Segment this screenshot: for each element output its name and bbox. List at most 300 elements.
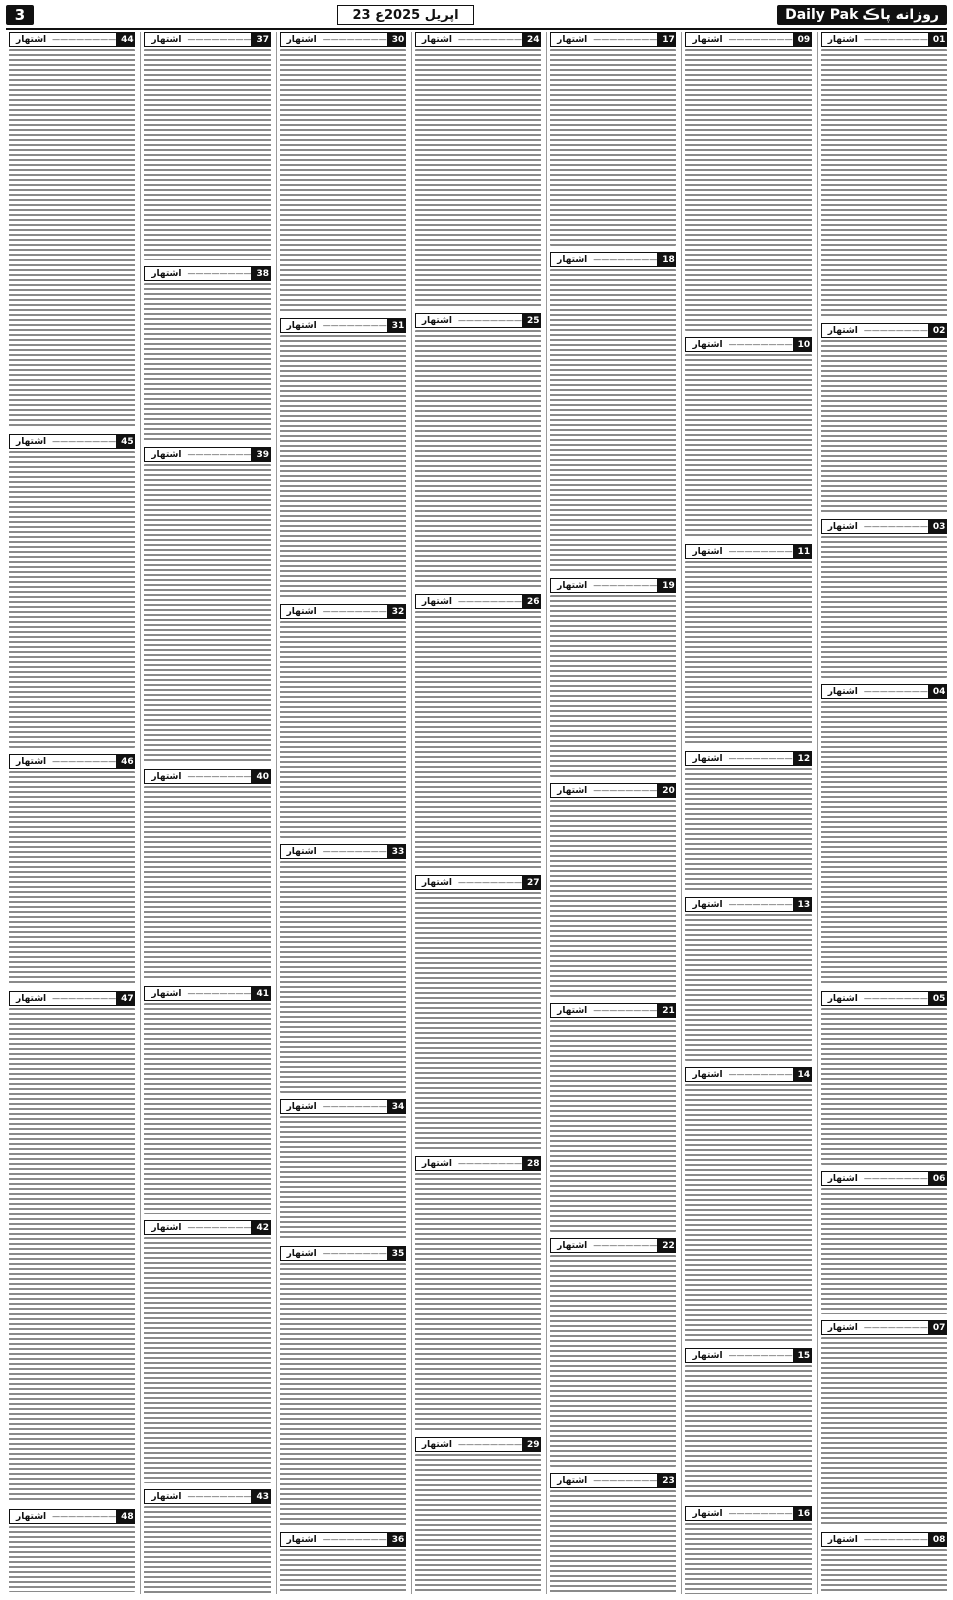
notice-header xyxy=(415,875,541,890)
notice-dash: ———————— xyxy=(593,1476,658,1485)
notice-body xyxy=(685,1523,811,1594)
notice-label: اشتهار xyxy=(421,1158,452,1169)
notice-header xyxy=(280,32,406,47)
notice-item xyxy=(144,986,270,1214)
notice-header xyxy=(144,266,270,281)
notice-label: اشتهار xyxy=(151,449,182,460)
notice-body xyxy=(550,49,676,246)
notice-item xyxy=(9,991,135,1503)
notice-header xyxy=(9,1509,135,1524)
notice-dash: ———————— xyxy=(52,994,117,1003)
notice-label: اشتهار xyxy=(421,596,452,607)
notice-dash: ———————— xyxy=(322,1102,387,1111)
notice-number: 04 xyxy=(928,685,947,698)
column xyxy=(411,32,541,1594)
notice-header xyxy=(280,604,406,619)
notice-label: اشتهار xyxy=(692,34,723,45)
notice-label: اشتهار xyxy=(827,1534,858,1545)
notice-dash: ———————— xyxy=(322,1535,387,1544)
notice-dash: ———————— xyxy=(458,597,522,606)
notice-dash: ———————— xyxy=(187,772,252,781)
notice-header xyxy=(280,318,406,333)
notice-label: اشتهار xyxy=(557,1240,588,1251)
notice-dash: ———————— xyxy=(458,1159,522,1168)
notice-item xyxy=(144,1220,270,1483)
notice-item xyxy=(9,32,135,428)
notice-number: 09 xyxy=(793,33,812,46)
notice-dash: ———————— xyxy=(322,1249,387,1258)
notice-number: 14 xyxy=(793,1068,812,1081)
notice-label: اشتهار xyxy=(692,1350,723,1361)
notice-body xyxy=(415,1173,541,1431)
notice-number: 36 xyxy=(387,1533,406,1546)
notice-header xyxy=(280,844,406,859)
notice-label: اشتهار xyxy=(557,1005,588,1016)
notice-header xyxy=(415,1437,541,1452)
notice-header xyxy=(280,1246,406,1261)
column xyxy=(276,32,406,1594)
notice-number: 23 xyxy=(657,1474,676,1487)
notice-label: اشتهار xyxy=(151,268,182,279)
header-rule xyxy=(6,28,947,30)
notice-dash: ———————— xyxy=(863,687,928,696)
notice-dash: ———————— xyxy=(52,757,117,766)
notice-body xyxy=(144,1237,270,1483)
notice-number: 21 xyxy=(657,1004,676,1017)
notice-item xyxy=(280,1532,406,1594)
masthead xyxy=(777,5,947,25)
notice-item xyxy=(280,844,406,1093)
notice-header xyxy=(9,754,135,769)
notice-number: 30 xyxy=(387,33,406,46)
notice-header xyxy=(821,1532,947,1547)
notice-dash: ———————— xyxy=(728,1351,793,1360)
notice-label: اشتهار xyxy=(16,756,47,767)
notice-item xyxy=(9,434,135,748)
notice-body xyxy=(821,49,947,317)
notice-label: اشتهار xyxy=(286,1101,317,1112)
notice-header xyxy=(821,32,947,47)
notice-header xyxy=(821,519,947,534)
notice-dash: ———————— xyxy=(187,989,252,998)
notice-header xyxy=(144,32,270,47)
notice-number: 28 xyxy=(522,1157,541,1170)
brand-urdu: روزانه پاڪ xyxy=(862,7,939,23)
notice-item xyxy=(821,991,947,1165)
notice-number: 13 xyxy=(793,898,812,911)
notice-dash: ———————— xyxy=(863,1323,928,1332)
notice-body xyxy=(685,354,811,538)
column xyxy=(546,32,676,1594)
notice-header xyxy=(9,32,135,47)
notice-dash: ———————— xyxy=(728,900,793,909)
notice-label: اشتهار xyxy=(827,521,858,532)
notice-number: 12 xyxy=(793,752,812,765)
notice-item xyxy=(550,578,676,777)
notice-label: اشتهار xyxy=(16,34,47,45)
notice-header xyxy=(685,1506,811,1521)
notice-body xyxy=(144,1506,270,1594)
notice-label: اشتهار xyxy=(151,34,182,45)
notice-body xyxy=(280,1116,406,1240)
notice-label: اشتهار xyxy=(557,254,588,265)
notice-number: 02 xyxy=(928,324,947,337)
notice-number: 29 xyxy=(522,1438,541,1451)
notice-number: 35 xyxy=(387,1247,406,1260)
notice-header xyxy=(550,1473,676,1488)
notice-dash: ———————— xyxy=(593,35,658,44)
notice-dash: ———————— xyxy=(458,878,522,887)
notice-header xyxy=(415,313,541,328)
notice-dash: ———————— xyxy=(728,35,793,44)
notice-body xyxy=(550,595,676,777)
notice-label: اشتهار xyxy=(151,1491,182,1502)
notice-label: اشتهار xyxy=(827,34,858,45)
notice-label: اشتهار xyxy=(827,993,858,1004)
notice-body xyxy=(9,1526,135,1592)
notice-item xyxy=(550,1003,676,1232)
notice-body xyxy=(415,49,541,307)
notice-header xyxy=(685,544,811,559)
notice-item xyxy=(144,769,270,980)
notice-number: 37 xyxy=(251,33,270,46)
notice-body xyxy=(415,611,541,869)
notice-body xyxy=(821,1008,947,1165)
column xyxy=(681,32,811,1594)
notice-number: 32 xyxy=(387,605,406,618)
notice-label: اشتهار xyxy=(151,988,182,999)
notice-dash: ———————— xyxy=(863,326,928,335)
notice-dash: ———————— xyxy=(863,35,928,44)
notice-body xyxy=(9,49,135,428)
notice-body xyxy=(144,464,270,763)
notice-header xyxy=(550,1238,676,1253)
notice-label: اشتهار xyxy=(421,1439,452,1450)
notice-body xyxy=(821,1549,947,1594)
notice-label: اشتهار xyxy=(827,325,858,336)
notice-body xyxy=(685,49,811,331)
columns xyxy=(6,32,947,1594)
notice-item xyxy=(415,32,541,307)
notice-item xyxy=(280,1099,406,1240)
notice-header xyxy=(144,447,270,462)
notice-label: اشتهار xyxy=(557,34,588,45)
notice-label: اشتهار xyxy=(151,1222,182,1233)
notice-number: 16 xyxy=(793,1507,812,1520)
notice-label: اشتهار xyxy=(692,1069,723,1080)
notice-number: 26 xyxy=(522,595,541,608)
notice-label: اشتهار xyxy=(827,1322,858,1333)
notice-body xyxy=(144,49,270,260)
notice-body xyxy=(280,621,406,838)
notice-header xyxy=(9,434,135,449)
notice-dash: ———————— xyxy=(593,786,658,795)
column xyxy=(140,32,270,1594)
notice-body xyxy=(144,786,270,980)
notice-item xyxy=(280,318,406,598)
notice-label: اشتهار xyxy=(421,315,452,326)
notice-label: اشتهار xyxy=(16,993,47,1004)
notice-body xyxy=(280,49,406,312)
notice-body xyxy=(550,269,676,572)
notice-body xyxy=(415,330,541,588)
notice-body xyxy=(9,1008,135,1503)
notice-body xyxy=(550,1020,676,1232)
notice-dash: ———————— xyxy=(593,255,658,264)
page-number: 3 xyxy=(6,5,34,25)
notice-header xyxy=(685,1348,811,1363)
notice-dash: ———————— xyxy=(593,581,658,590)
notice-label: اشتهار xyxy=(557,1475,588,1486)
notice-number: 10 xyxy=(793,338,812,351)
notice-dash: ———————— xyxy=(863,522,928,531)
notice-number: 31 xyxy=(387,319,406,332)
notice-label: اشتهار xyxy=(557,580,588,591)
notice-header xyxy=(144,1489,270,1504)
notice-body xyxy=(144,1003,270,1214)
notice-header xyxy=(821,1171,947,1186)
notice-number: 33 xyxy=(387,845,406,858)
notice-header xyxy=(685,32,811,47)
notice-dash: ———————— xyxy=(52,1512,117,1521)
notice-body xyxy=(821,1188,947,1314)
notice-header xyxy=(685,751,811,766)
notice-number: 17 xyxy=(657,33,676,46)
notice-body xyxy=(9,451,135,748)
notice-number: 47 xyxy=(116,992,135,1005)
notice-item xyxy=(821,1171,947,1314)
notice-label: اشتهار xyxy=(286,1248,317,1259)
notice-number: 19 xyxy=(657,579,676,592)
notice-body xyxy=(821,340,947,513)
notice-label: اشتهار xyxy=(692,753,723,764)
notice-item xyxy=(415,1437,541,1593)
notice-label: اشتهار xyxy=(286,606,317,617)
notice-label: اشتهار xyxy=(286,1534,317,1545)
notice-item xyxy=(821,684,947,985)
notice-dash: ———————— xyxy=(187,35,252,44)
notice-dash: ———————— xyxy=(322,321,387,330)
notice-header xyxy=(144,986,270,1001)
notice-label: اشتهار xyxy=(692,339,723,350)
notice-item xyxy=(685,337,811,538)
notice-dash: ———————— xyxy=(728,1070,793,1079)
notice-body xyxy=(280,1549,406,1594)
notice-dash: ———————— xyxy=(728,547,793,556)
notice-number: 42 xyxy=(251,1221,270,1234)
notice-header xyxy=(821,1320,947,1335)
notice-label: اشتهار xyxy=(16,1511,47,1522)
notice-body xyxy=(550,1255,676,1467)
notice-header xyxy=(550,32,676,47)
notice-dash: ———————— xyxy=(728,1509,793,1518)
notice-body xyxy=(821,701,947,985)
notice-body xyxy=(9,771,135,985)
column xyxy=(817,32,947,1594)
notice-item xyxy=(280,604,406,838)
notice-header xyxy=(415,32,541,47)
notice-body xyxy=(550,1490,676,1594)
notice-header xyxy=(550,578,676,593)
notice-label: اشتهار xyxy=(421,34,452,45)
notice-dash: ———————— xyxy=(593,1241,658,1250)
notice-label: اشتهار xyxy=(692,899,723,910)
notice-header xyxy=(280,1532,406,1547)
notice-body xyxy=(685,1084,811,1342)
notice-label: اشتهار xyxy=(692,546,723,557)
notice-item xyxy=(550,1473,676,1594)
notice-body xyxy=(821,1337,947,1526)
notice-number: 34 xyxy=(387,1100,406,1113)
notice-dash: ———————— xyxy=(187,1223,252,1232)
notice-dash: ———————— xyxy=(322,607,387,616)
notice-number: 20 xyxy=(657,784,676,797)
notice-number: 24 xyxy=(522,33,541,46)
notice-number: 01 xyxy=(928,33,947,46)
notice-number: 27 xyxy=(522,876,541,889)
notice-header xyxy=(821,684,947,699)
notice-header xyxy=(9,991,135,1006)
notice-dash: ———————— xyxy=(863,994,928,1003)
notice-dash: ———————— xyxy=(187,450,252,459)
notice-dash: ———————— xyxy=(458,1440,522,1449)
notice-item xyxy=(685,32,811,331)
column xyxy=(6,32,135,1594)
notice-label: اشتهار xyxy=(827,1173,858,1184)
notice-number: 11 xyxy=(793,545,812,558)
notice-header xyxy=(550,783,676,798)
notice-item xyxy=(280,1246,406,1526)
notice-number: 38 xyxy=(251,267,270,280)
notice-dash: ———————— xyxy=(322,847,387,856)
notice-item xyxy=(685,897,811,1061)
notice-item xyxy=(550,1238,676,1467)
notice-header xyxy=(685,1067,811,1082)
notice-header xyxy=(144,769,270,784)
notice-dash: ———————— xyxy=(187,1492,252,1501)
notice-number: 25 xyxy=(522,314,541,327)
notice-item xyxy=(550,32,676,246)
notice-header xyxy=(821,991,947,1006)
notice-item xyxy=(280,32,406,312)
notice-header xyxy=(280,1099,406,1114)
notice-label: اشتهار xyxy=(557,785,588,796)
notice-label: اشتهار xyxy=(16,436,47,447)
notice-item xyxy=(144,266,270,441)
notice-item xyxy=(821,519,947,678)
issue-date: 23 اپریل 2025ع xyxy=(337,5,473,25)
notice-dash: ———————— xyxy=(458,35,522,44)
notice-item xyxy=(685,544,811,745)
notice-label: اشتهار xyxy=(421,877,452,888)
notice-number: 03 xyxy=(928,520,947,533)
brand-english: Daily Pak xyxy=(785,7,859,23)
notice-item xyxy=(685,751,811,891)
notice-dash: ———————— xyxy=(187,269,252,278)
notice-number: 45 xyxy=(116,435,135,448)
notice-item xyxy=(685,1348,811,1500)
notice-dash: ———————— xyxy=(728,754,793,763)
notice-item xyxy=(144,1489,270,1594)
notice-dash: ———————— xyxy=(52,35,117,44)
notice-body xyxy=(415,1454,541,1593)
notice-label: اشتهار xyxy=(286,34,317,45)
notice-number: 40 xyxy=(251,770,270,783)
notice-item xyxy=(821,1320,947,1526)
notice-dash: ———————— xyxy=(728,340,793,349)
notice-number: 22 xyxy=(657,1239,676,1252)
notice-dash: ———————— xyxy=(593,1006,658,1015)
notice-number: 41 xyxy=(251,987,270,1000)
notice-item xyxy=(415,594,541,869)
notice-body xyxy=(821,536,947,678)
notice-number: 43 xyxy=(251,1490,270,1503)
notice-number: 15 xyxy=(793,1349,812,1362)
notice-body xyxy=(685,561,811,745)
notice-header xyxy=(685,337,811,352)
notice-item xyxy=(415,313,541,588)
notice-body xyxy=(685,1365,811,1500)
notice-number: 39 xyxy=(251,448,270,461)
notice-item xyxy=(144,32,270,260)
notice-label: اشتهار xyxy=(286,846,317,857)
notice-item xyxy=(821,323,947,513)
notice-header xyxy=(821,323,947,338)
notice-item xyxy=(821,32,947,317)
notice-item xyxy=(821,1532,947,1594)
notice-number: 46 xyxy=(116,755,135,768)
notice-number: 06 xyxy=(928,1172,947,1185)
notice-item xyxy=(9,1509,135,1592)
page-header xyxy=(6,4,947,26)
notice-body xyxy=(280,335,406,598)
notice-body xyxy=(685,914,811,1061)
notice-body xyxy=(144,283,270,441)
notice-number: 08 xyxy=(928,1533,947,1546)
notice-header xyxy=(550,252,676,267)
notice-number: 48 xyxy=(116,1510,135,1523)
notice-item xyxy=(550,252,676,572)
notice-body xyxy=(415,892,541,1150)
notice-item xyxy=(144,447,270,763)
notice-dash: ———————— xyxy=(863,1535,928,1544)
notice-dash: ———————— xyxy=(52,437,117,446)
notice-dash: ———————— xyxy=(322,35,387,44)
notice-item xyxy=(415,1156,541,1431)
notice-item xyxy=(685,1067,811,1342)
notice-header xyxy=(415,1156,541,1171)
notice-header xyxy=(550,1003,676,1018)
notice-number: 05 xyxy=(928,992,947,1005)
notice-label: اشتهار xyxy=(151,771,182,782)
notice-header xyxy=(144,1220,270,1235)
notice-header xyxy=(685,897,811,912)
notice-body xyxy=(685,768,811,891)
notice-number: 44 xyxy=(116,33,135,46)
notice-header xyxy=(415,594,541,609)
notice-number: 07 xyxy=(928,1321,947,1334)
notice-item xyxy=(9,754,135,985)
notice-body xyxy=(550,800,676,997)
notice-label: اشتهار xyxy=(827,686,858,697)
notice-label: اشتهار xyxy=(286,320,317,331)
notice-body xyxy=(280,1263,406,1526)
notice-item xyxy=(685,1506,811,1594)
notice-item xyxy=(415,875,541,1150)
notice-dash: ———————— xyxy=(863,1174,928,1183)
notice-item xyxy=(550,783,676,997)
notice-dash: ———————— xyxy=(458,316,522,325)
